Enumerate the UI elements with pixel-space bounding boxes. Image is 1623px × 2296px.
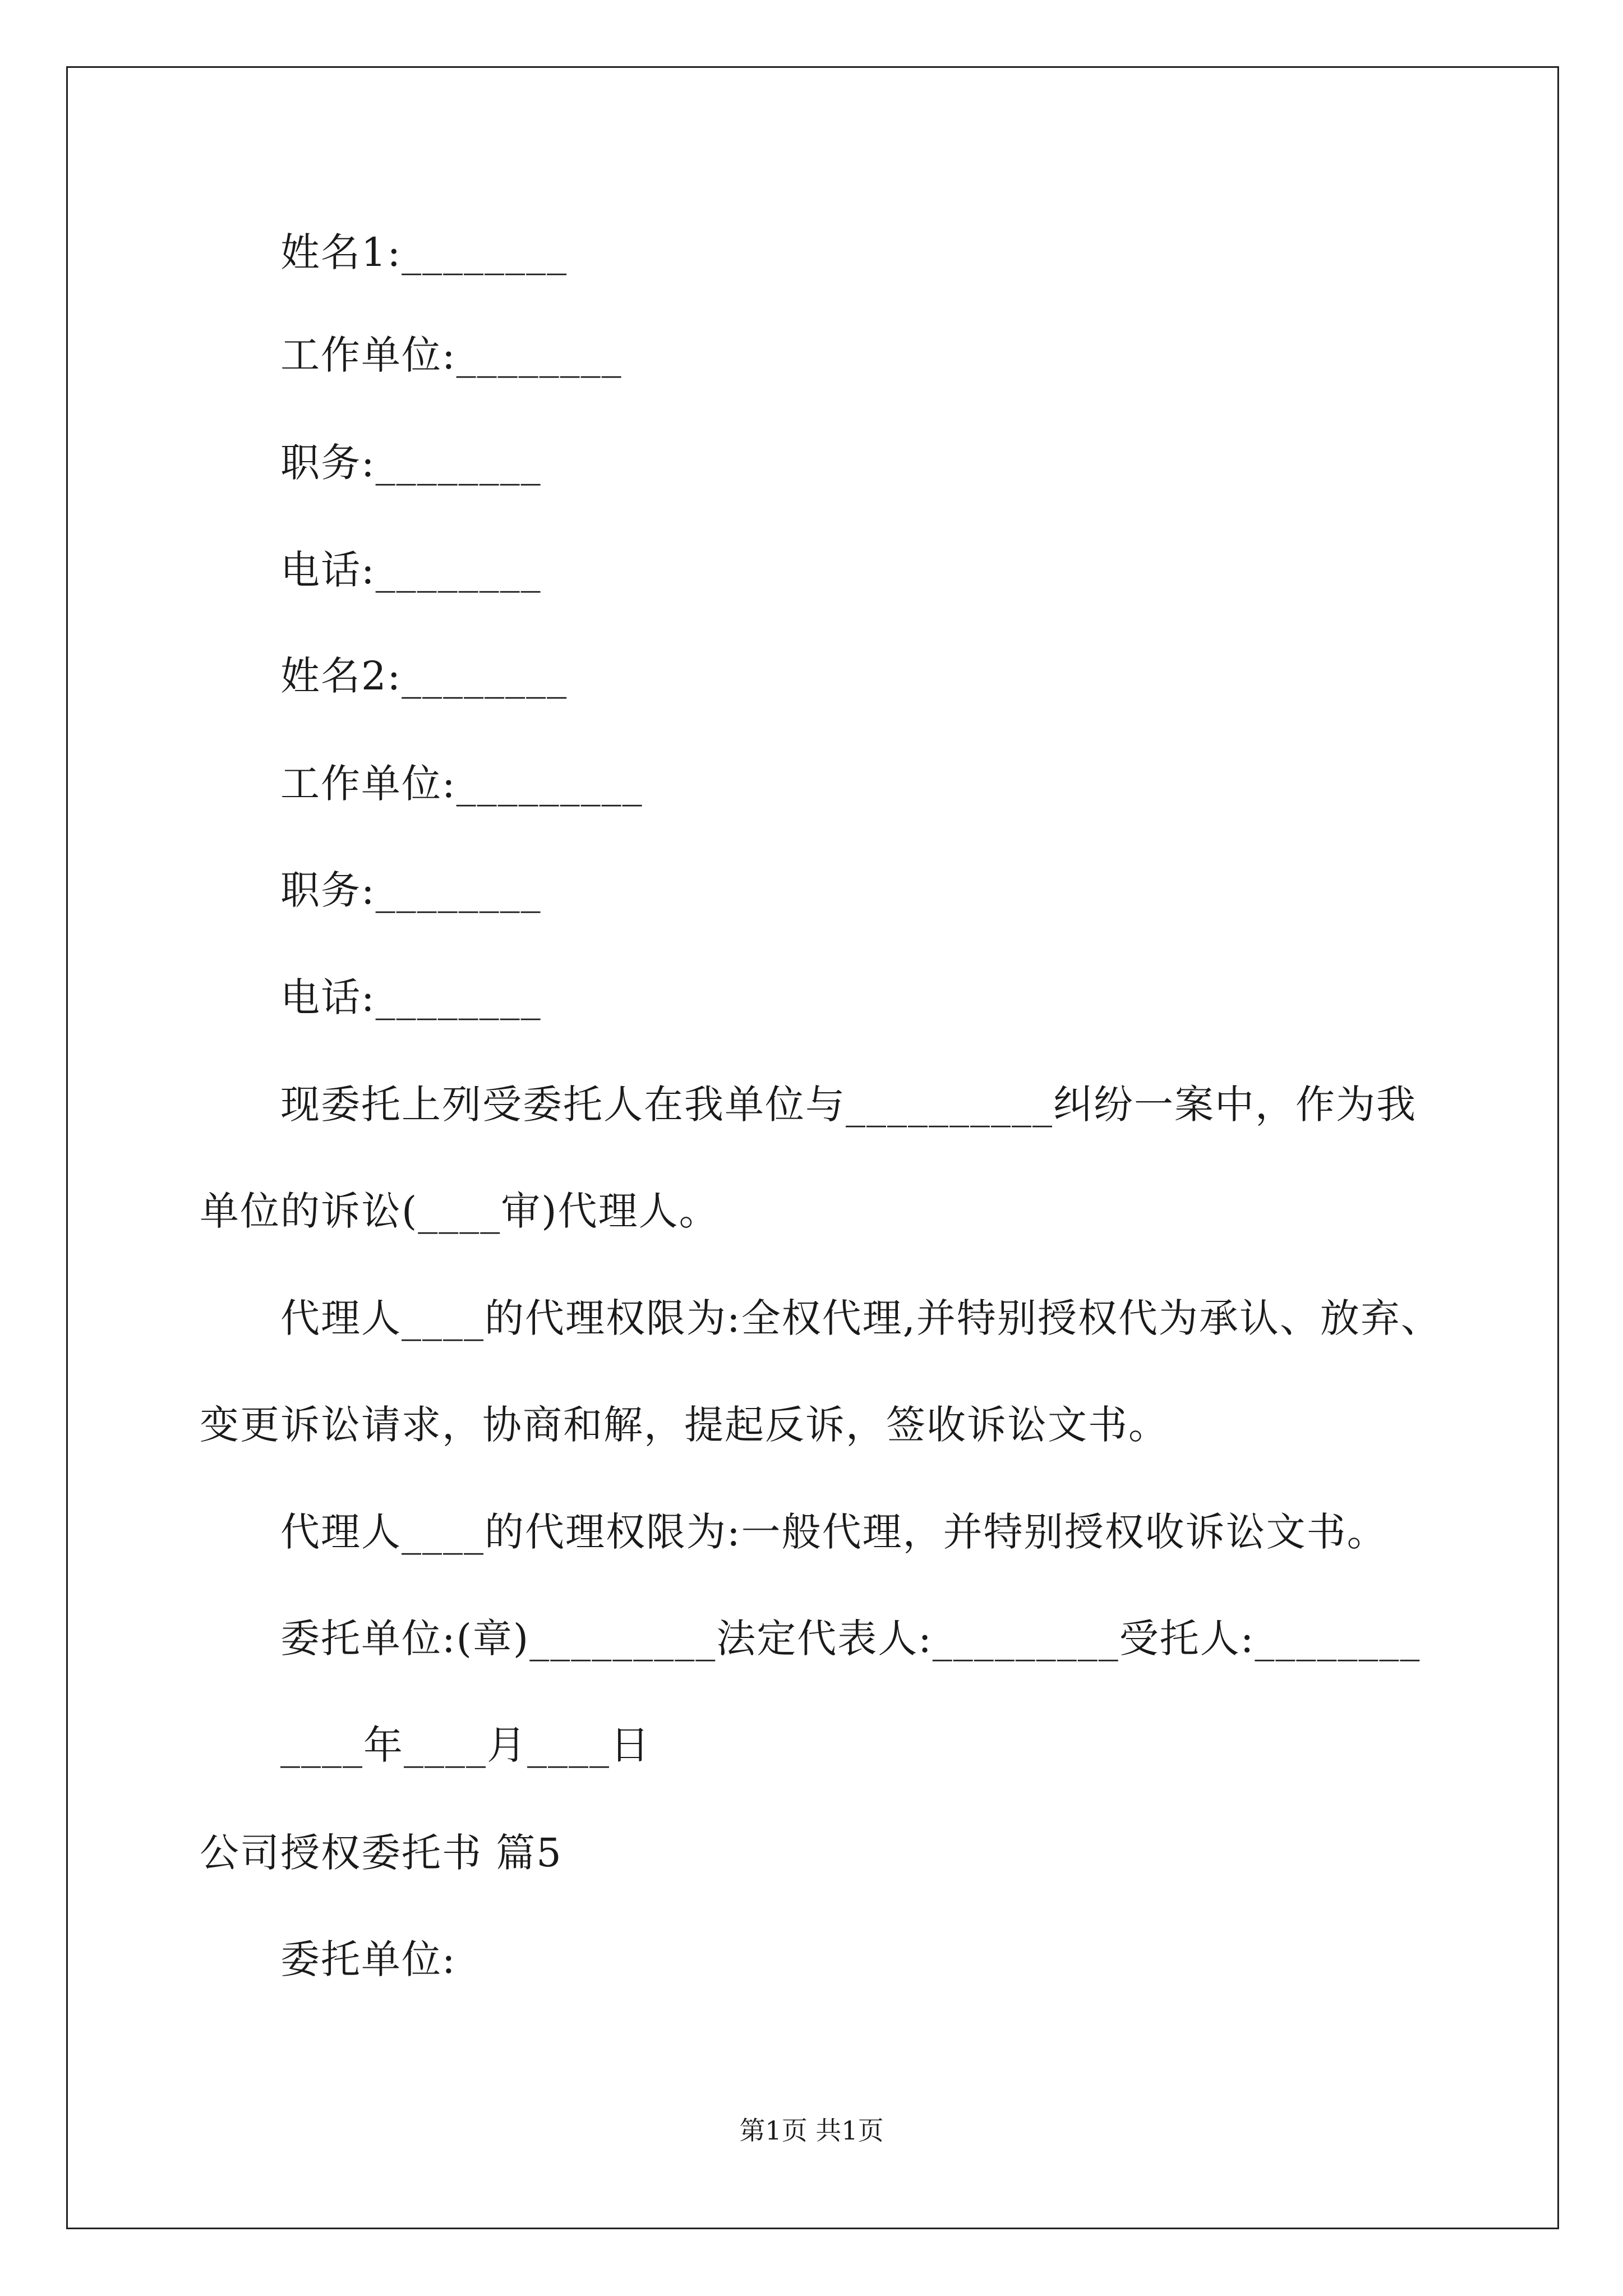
work-unit-1-line: 工作单位:________ <box>280 332 623 378</box>
phone-1-line: 电话:________ <box>280 547 542 593</box>
full-authority-line-1: 代理人____的代理权限为:全权代理,并特别授权代为承认、放弃、 <box>280 1295 1441 1341</box>
entrust-paragraph-line-2: 单位的诉讼(____审)代理人。 <box>200 1188 720 1234</box>
full-authority-line-2: 变更诉讼请求，协商和解，提起反诉，签收诉讼文书。 <box>200 1402 1169 1448</box>
page-border <box>66 66 1559 2229</box>
name-2-line: 姓名2:________ <box>280 653 568 699</box>
work-unit-2-line: 工作单位:_________ <box>280 761 643 807</box>
name-1-line: 姓名1:________ <box>280 229 568 275</box>
entrusting-unit-line: 委托单位: <box>280 1936 457 1982</box>
position-2-line: 职务:________ <box>280 867 542 913</box>
entrust-paragraph-line-1: 现委托上列受委托人在我单位与__________纠纷一案中，作为我 <box>280 1082 1417 1128</box>
signature-line: 委托单位:(章)_________法定代表人:_________受托人:________ <box>280 1616 1421 1662</box>
position-1-line: 职务:________ <box>280 440 542 486</box>
page-footer: 第1页 共1页 <box>739 2115 884 2146</box>
phone-2-line: 电话:________ <box>280 974 542 1020</box>
general-authority-line: 代理人____的代理权限为:一般代理，并特别授权收诉讼文书。 <box>280 1509 1387 1555</box>
section-heading: 公司授权委托书 篇5 <box>200 1830 562 1876</box>
date-line: ____年____月____日 <box>280 1722 651 1768</box>
